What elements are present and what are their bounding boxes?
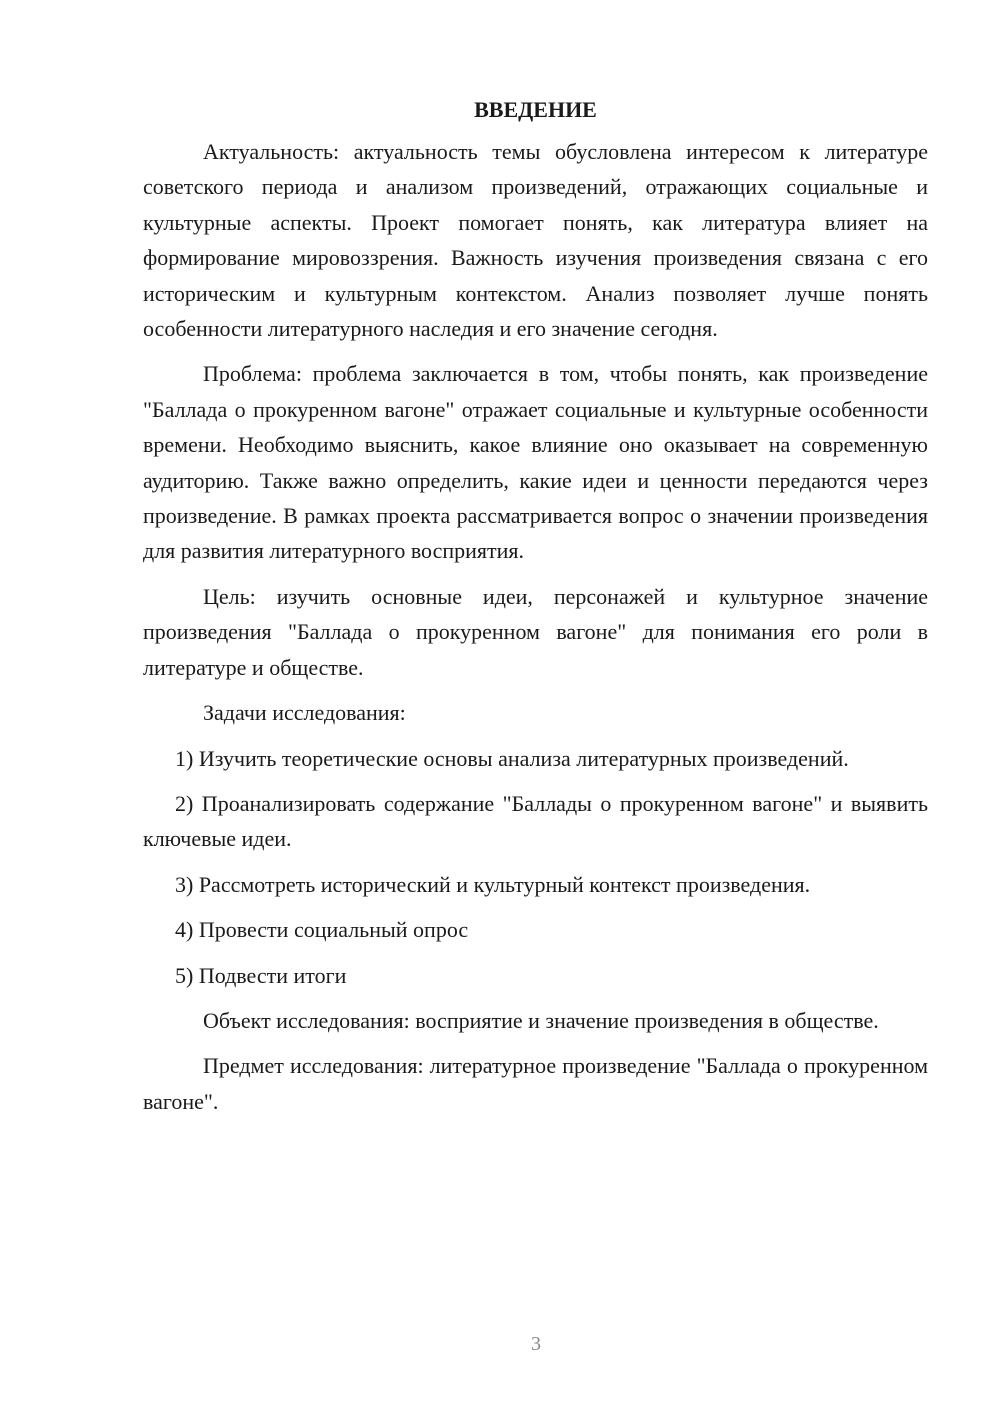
document-page	[143, 92, 928, 1129]
page-number: 3	[531, 1333, 541, 1355]
tasks-heading: Задачи исследования:	[203, 700, 406, 726]
task-item-2: 2) Проанализировать содержание "Баллады о прокуренном вагоне" и выявить ключевые идеи.	[143, 790, 928, 852]
task-item-1: 1) Изучить теоретические основы анализа литературных произведений.	[175, 745, 849, 771]
goal-paragraph: Цель: изучить основные идеи, персонажей и культурное значение произведения "Баллада о прокуренном вагоне" для понимания его роли в литературе и обществе.	[143, 583, 928, 680]
task-item-5: 5) Подвести итоги	[175, 962, 347, 988]
task-item-4: 4) Провести социальный опрос	[175, 917, 469, 943]
relevance-paragraph: Актуальность: актуальность темы обусловлена интересом к литературе советского периода и анализом произведений, отражающих социальные и культурные аспекты. Проект помогает понять, как литература влияет на формирование мировоззрения. Важность изучения произведения связана с его историческим и культурным контекстом. Анализ позволяет лучше понять особенности литературного наследия и его значение сегодня.	[143, 139, 928, 342]
subject-paragraph: Предмет исследования: литературное произведение "Баллада о прокуренном вагоне".	[143, 1053, 928, 1114]
page-title: ВВЕДЕНИЕ	[474, 97, 597, 122]
task-item-3: 3) Рассмотреть исторический и культурный контекст произведения.	[175, 871, 811, 897]
problem-paragraph: Проблема: проблема заключается в том, чтобы понять, как произведение "Баллада о прокуренном вагоне" отражает социальные и культурные особенности времени. Необходимо выяснить, какое влияние оно оказывает на современную аудиторию. Также важно определить, какие идеи и ценности передаются через произведение. В рамках проекта рассматривается вопрос о значении произведения для развития литературного восприятия.	[143, 361, 928, 564]
object-paragraph: Объект исследования: восприятие и значение произведения в обществе.	[203, 1007, 879, 1033]
